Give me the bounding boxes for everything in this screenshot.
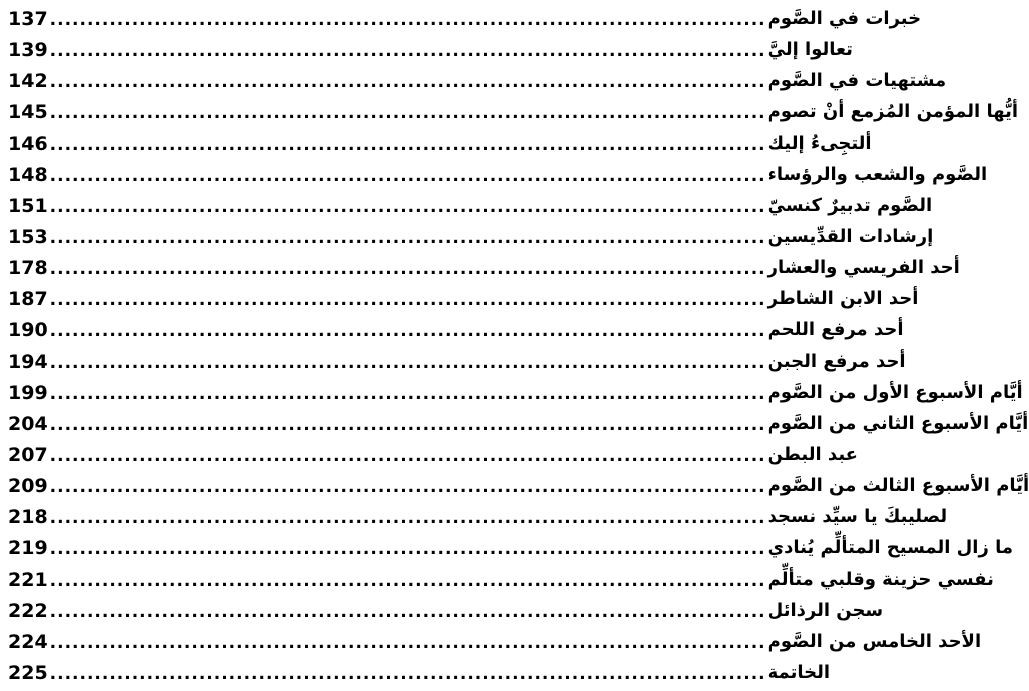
entry-title: أيَّام الأسبوع الثالث من الصَّوم xyxy=(767,475,1029,497)
toc-entry[interactable] xyxy=(8,6,922,32)
page-number: 224 xyxy=(8,630,48,653)
dot-leader: ................................................................................................ xyxy=(49,227,766,248)
dot-leader: ................................................................................................ xyxy=(49,632,766,653)
dot-leader: ................................................................................................ xyxy=(49,601,766,622)
entry-title: عبد البطن xyxy=(767,443,858,465)
dot-leader: ................................................................................................ xyxy=(49,103,766,124)
entry-title: لصليبكَ يا سيِّد نسجد xyxy=(767,506,948,528)
page-number: 151 xyxy=(8,194,48,217)
page-number: 187 xyxy=(8,288,48,311)
table-of-contents xyxy=(8,6,1029,686)
entry-title: أيُّها المؤمن المُزمع أنْ تصوم xyxy=(767,101,1019,123)
toc-entry[interactable] xyxy=(8,660,831,686)
page-number: 139 xyxy=(8,39,48,62)
toc-entry[interactable] xyxy=(8,286,919,312)
dot-leader: ................................................................................................ xyxy=(49,10,766,30)
page-number: 190 xyxy=(8,319,48,342)
entry-title: خبرات في الصَّوم xyxy=(767,8,922,29)
entry-title: أيَّام الأسبوع الثاني من الصَّوم xyxy=(767,412,1029,434)
entry-title: أيَّام الأسبوع الأول من الصَّوم xyxy=(767,381,1023,403)
page-number: 221 xyxy=(8,568,48,591)
page-number: 142 xyxy=(8,70,48,93)
entry-title: الصَّوم والشعب والرؤساء xyxy=(767,163,988,185)
page-number: 225 xyxy=(8,661,48,684)
entry-title: الصَّوم تدبيرٌ كنسيّ xyxy=(767,194,933,216)
toc-entry[interactable] xyxy=(8,567,994,593)
toc-entry[interactable] xyxy=(8,380,1023,406)
toc-entry[interactable] xyxy=(8,255,960,281)
toc-entry[interactable] xyxy=(8,629,982,655)
dot-leader: ................................................................................................ xyxy=(49,352,766,373)
dot-leader: ................................................................................................ xyxy=(49,477,766,498)
toc-entry[interactable] xyxy=(8,224,934,250)
entry-title: إرشادات القدِّيسين xyxy=(767,225,934,247)
entry-title: تعالوا إليَّ xyxy=(767,39,853,61)
toc-entry[interactable] xyxy=(8,598,884,624)
entry-title: أحد الفريسي والعشار xyxy=(767,257,960,279)
page-number: 207 xyxy=(8,443,48,466)
page-number: 153 xyxy=(8,225,48,248)
toc-entry[interactable] xyxy=(8,162,988,188)
dot-leader: ................................................................................................ xyxy=(49,321,766,342)
dot-leader: ................................................................................................ xyxy=(49,663,766,684)
page-number: 218 xyxy=(8,506,48,529)
dot-leader: ................................................................................................ xyxy=(49,134,766,155)
page-number: 145 xyxy=(8,101,48,124)
entry-title: نفسي حزينة وقلبي متألِّم xyxy=(767,568,994,590)
entry-title: سجن الرذائل xyxy=(767,599,884,621)
dot-leader: ................................................................................................ xyxy=(49,414,766,435)
toc-entry[interactable] xyxy=(8,504,948,530)
page-number: 194 xyxy=(8,350,48,373)
dot-leader: ................................................................................................ xyxy=(49,72,766,93)
page-number: 222 xyxy=(8,599,48,622)
dot-leader: ................................................................................................ xyxy=(49,41,766,62)
page-number: 178 xyxy=(8,257,48,280)
dot-leader: ................................................................................................ xyxy=(49,196,766,217)
entry-title: ما زال المسيح المتألِّم يُنادي xyxy=(767,537,1013,559)
entry-title: أحد مرفع الجبن xyxy=(767,350,906,372)
toc-entry[interactable] xyxy=(8,99,1019,125)
page-number: 204 xyxy=(8,412,48,435)
dot-leader: ................................................................................................ xyxy=(49,290,766,311)
toc-entry[interactable] xyxy=(8,411,1029,437)
page-number: 137 xyxy=(8,8,48,30)
page-number: 146 xyxy=(8,132,48,155)
dot-leader: ................................................................................................ xyxy=(49,165,766,186)
dot-leader: ................................................................................................ xyxy=(49,383,766,404)
dot-leader: ................................................................................................ xyxy=(49,508,766,529)
toc-entry[interactable] xyxy=(8,349,906,375)
toc-entry[interactable] xyxy=(8,535,1013,561)
entry-title: الأحد الخامس من الصَّوم xyxy=(767,630,982,652)
entry-title: الخاتمة xyxy=(767,661,831,683)
toc-entry[interactable] xyxy=(8,131,872,157)
toc-entry[interactable] xyxy=(8,193,933,219)
page-number: 219 xyxy=(8,537,48,560)
toc-entry[interactable] xyxy=(8,442,858,468)
dot-leader: ................................................................................................ xyxy=(49,570,766,591)
toc-entry[interactable] xyxy=(8,37,853,63)
entry-title: ألتجِىءُ إليك xyxy=(767,132,872,154)
dot-leader: ................................................................................................ xyxy=(49,259,766,280)
page-number: 199 xyxy=(8,381,48,404)
toc-entry[interactable] xyxy=(8,473,1029,499)
entry-title: أحد الابن الشاطر xyxy=(767,288,919,310)
page-number: 148 xyxy=(8,163,48,186)
toc-entry[interactable] xyxy=(8,68,947,94)
entry-title: أحد مرفع اللحم xyxy=(767,319,904,341)
entry-title: مشتهيات في الصَّوم xyxy=(767,70,947,92)
page-number: 209 xyxy=(8,475,48,498)
dot-leader: ................................................................................................ xyxy=(49,539,766,560)
dot-leader: ................................................................................................ xyxy=(49,445,766,466)
toc-entry[interactable] xyxy=(8,317,904,343)
